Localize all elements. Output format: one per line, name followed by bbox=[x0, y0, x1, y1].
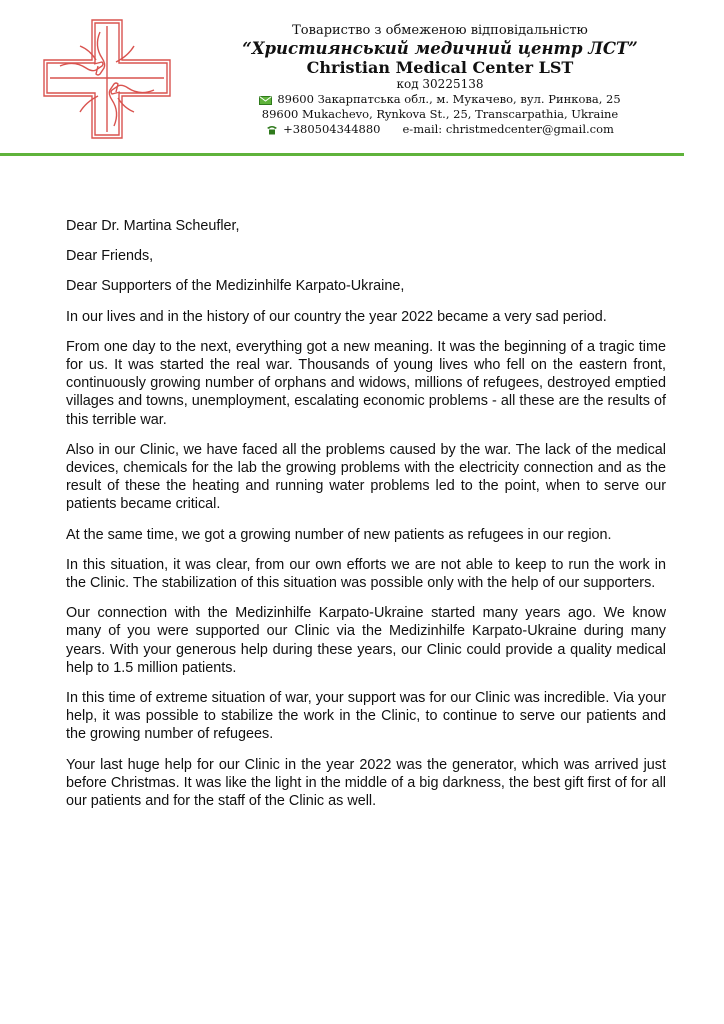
salutation-3: Dear Supporters of the Medizinhilfe Karpato-Ukraine, bbox=[66, 278, 405, 295]
address-uk-line bbox=[206, 92, 674, 107]
letter-body bbox=[66, 217, 666, 822]
company-name-uk: “Християнський медичний центр ЛСТ” bbox=[242, 39, 638, 58]
paragraph-2: From one day to the next, everything got a new meaning. It was the beginning of a tragic time for us. It was started the real war. Thousands of young lives who fell on the eastern front, continuously growing number of orphans and widows, millions of refugees, destroyed emptied villages and towns, unemployment, escalating economic problems - all these are the results of this terrible war. bbox=[66, 338, 666, 428]
address-uk: 89600 Закарпатська обл., м. Мукачево, вул. Ринкова, 25 bbox=[277, 92, 621, 106]
salutation-1: Dear Dr. Martina Scheufler, bbox=[66, 218, 240, 234]
letterhead-divider bbox=[0, 153, 684, 156]
paragraph-1: In our lives and in the history of our country the year 2022 became a very sad period. bbox=[66, 308, 607, 325]
contact-line bbox=[206, 122, 674, 137]
company-type: Товариство з обмеженою відповідальністю bbox=[292, 23, 588, 38]
phone-icon bbox=[266, 125, 278, 135]
paragraph-5: In this situation, it was clear, from our own efforts we are not able to keep to run the work in the Clinic. The stabilization of this situation was possible only with the help of our supporters. bbox=[66, 556, 666, 592]
paragraph-3: Also in our Clinic, we have faced all the problems caused by the war. The lack of the medical devices, chemicals for the lab the growing problems with the electricity connection and as the result of these the heating and running water problems led to the point, when to serve our patients became critical. bbox=[66, 441, 666, 513]
company-name-en: Christian Medical Center LST bbox=[306, 58, 574, 77]
envelope-icon bbox=[259, 96, 272, 105]
paragraph-7: In this time of extreme situation of war, your support was for our Clinic was incredible. Via your help, it was possible to stabilize the work in the Clinic, to continue to serve our patients and the growing number of refugees. bbox=[66, 690, 666, 743]
paragraph-6: Our connection with the Medizinhilfe Karpato-Ukraine started many years ago. We know many of you were supported our Clinic via the Medizinhilfe Karpato-Ukraine during many years. With your generous help during these years, our Clinic could provide a quality medical help to 1.5 million patients. bbox=[66, 605, 666, 676]
address-en: 89600 Mukachevo, Rynkova St., 25, Transcarpathia, Ukraine bbox=[261, 107, 619, 121]
paragraph-4: At the same time, we got a growing number of new patients as refugees in our region. bbox=[66, 526, 612, 543]
phone-number: +380504344880 bbox=[283, 122, 381, 136]
email-address: e-mail: christmedcenter@gmail.com bbox=[402, 122, 614, 136]
paragraph-8: Your last huge help for our Clinic in the year 2022 was the generator, which was arrived just before Christmas. It was like the light in the middle of a big darkness, the best gift first of for all our patients and for the staff of the Clinic as well. bbox=[66, 756, 666, 810]
letterhead bbox=[206, 23, 674, 137]
red-cross-hands-logo-icon bbox=[40, 16, 174, 142]
company-code: код 30225138 bbox=[396, 77, 484, 91]
salutation-2: Dear Friends, bbox=[66, 248, 154, 265]
